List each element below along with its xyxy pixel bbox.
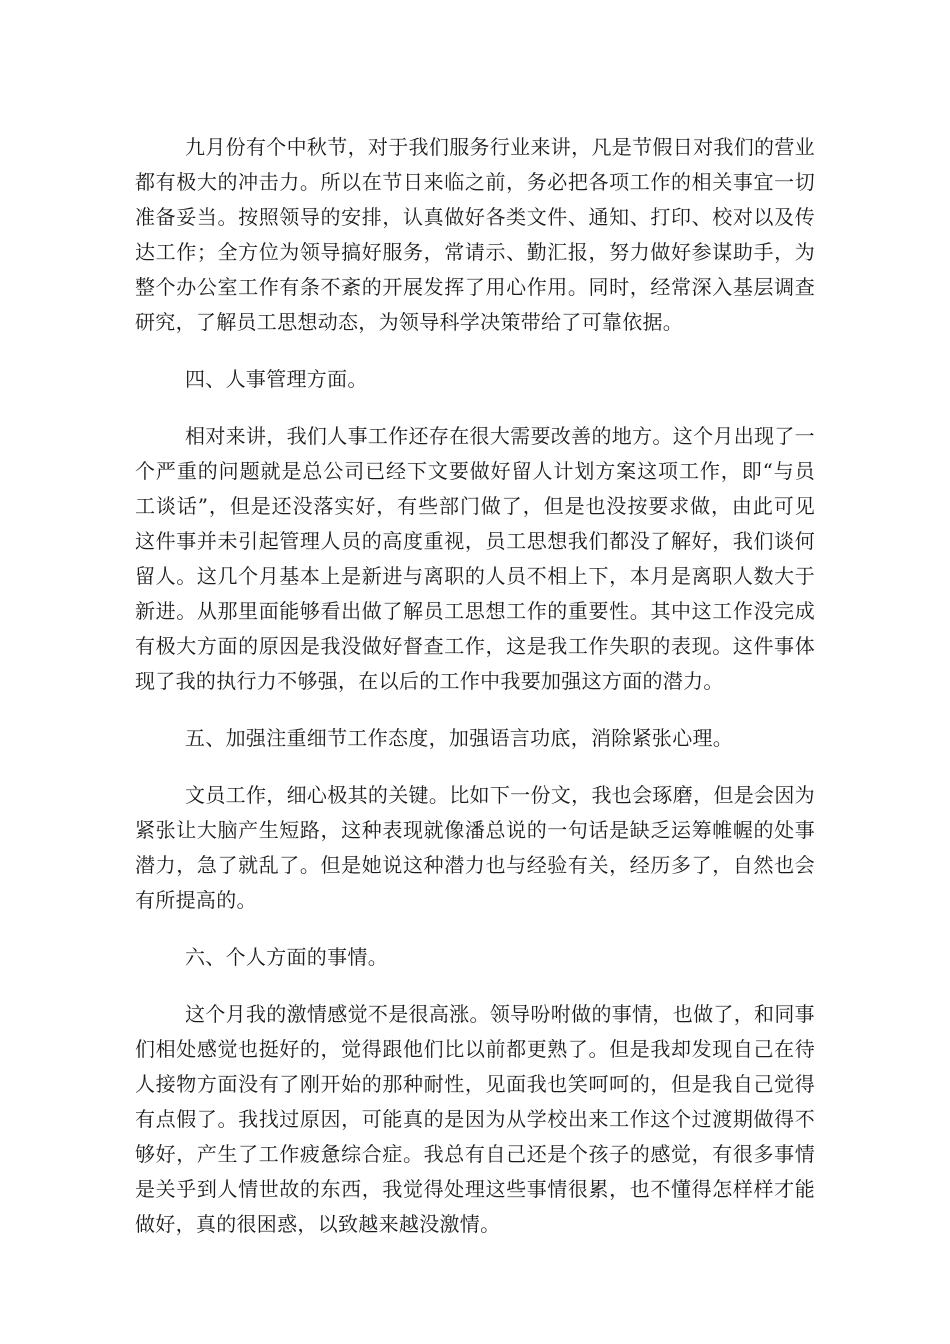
document-body — [135, 130, 815, 1264]
section-heading-detail-attitude: 五、加强注重细节工作态度，加强语言功底，消除紧张心理。 — [185, 726, 734, 750]
paragraph-personal-matters: 这个月我的激情感觉不是很高涨。领导吩咐做的事情，也做了，和同事们相处感觉也挺好的，觉得跟他们比以前都更熟了。但是我却发现自己在待人接物方面没有了刚开始的那种耐性，见面我也笑呵呵的，但是我自己觉得有点假了。我找过原因，可能真的是因为从学校出来工作这个过渡期做得不够好，产生了工作疲惫综合症。我总有自己还是个孩子的感觉，有很多事情是关乎到人情世故的东西，我觉得处理这些事情很累，也不懂得怎样样才能做好，真的很困惑，以致越来越没激情。 — [135, 1002, 815, 1236]
section-heading-personal: 六、个人方面的事情。 — [185, 945, 388, 969]
paragraph-mid-autumn-work: 九月份有个中秋节，对于我们服务行业来讲，凡是节假日对我们的营业都有极大的冲击力。所以在节日来临之前，务必把各项工作的相关事宜一切准备妥当。按照领导的安排，认真做好各类文件、通知、打印、校对以及传达工作；全方位为领导搞好服务，常请示、勤汇报，努力做好参谋助手，为整个办公室工作有条不紊的开展发挥了用心作用。同时，经常深入基层调查研究，了解员工思想动态，为领导科学决策带给了可靠依据。 — [135, 135, 815, 334]
section-heading-personnel: 四、人事管理方面。 — [185, 367, 368, 391]
paragraph-personnel-management: 相对来讲，我们人事工作还存在很大需要改善的地方。这个月出现了一个严重的问题就是总公司已经下文要做好留人计划方案这项工作，即“与员工谈话”，但是还没落实好，有些部门做了，但是也没按要求做，由此可见这件事并未引起管理人员的高度重视，员工思想我们都没了解好，我们谈何留人。这几个月基本上是新进与离职的人员不相上下，本月是离职人数大于新进。从那里面能够看出做了解员工思想工作的重要性。其中这工作没完成有极大方面的原因是我没做好督查工作，这是我工作失职的表现。这件事体现了我的执行力不够强，在以后的工作中我要加强这方面的潜力。 — [135, 424, 815, 693]
paragraph-clerk-work: 文员工作，细心极其的关键。比如下一份文，我也会琢磨，但是会因为紧张让大脑产生短路，这种表现就像潘总说的一句话是缺乏运筹帷幄的处事潜力，急了就乱了。但是她说这种潜力也与经验有关，经历多了，自然也会有所提高的。 — [135, 783, 815, 912]
